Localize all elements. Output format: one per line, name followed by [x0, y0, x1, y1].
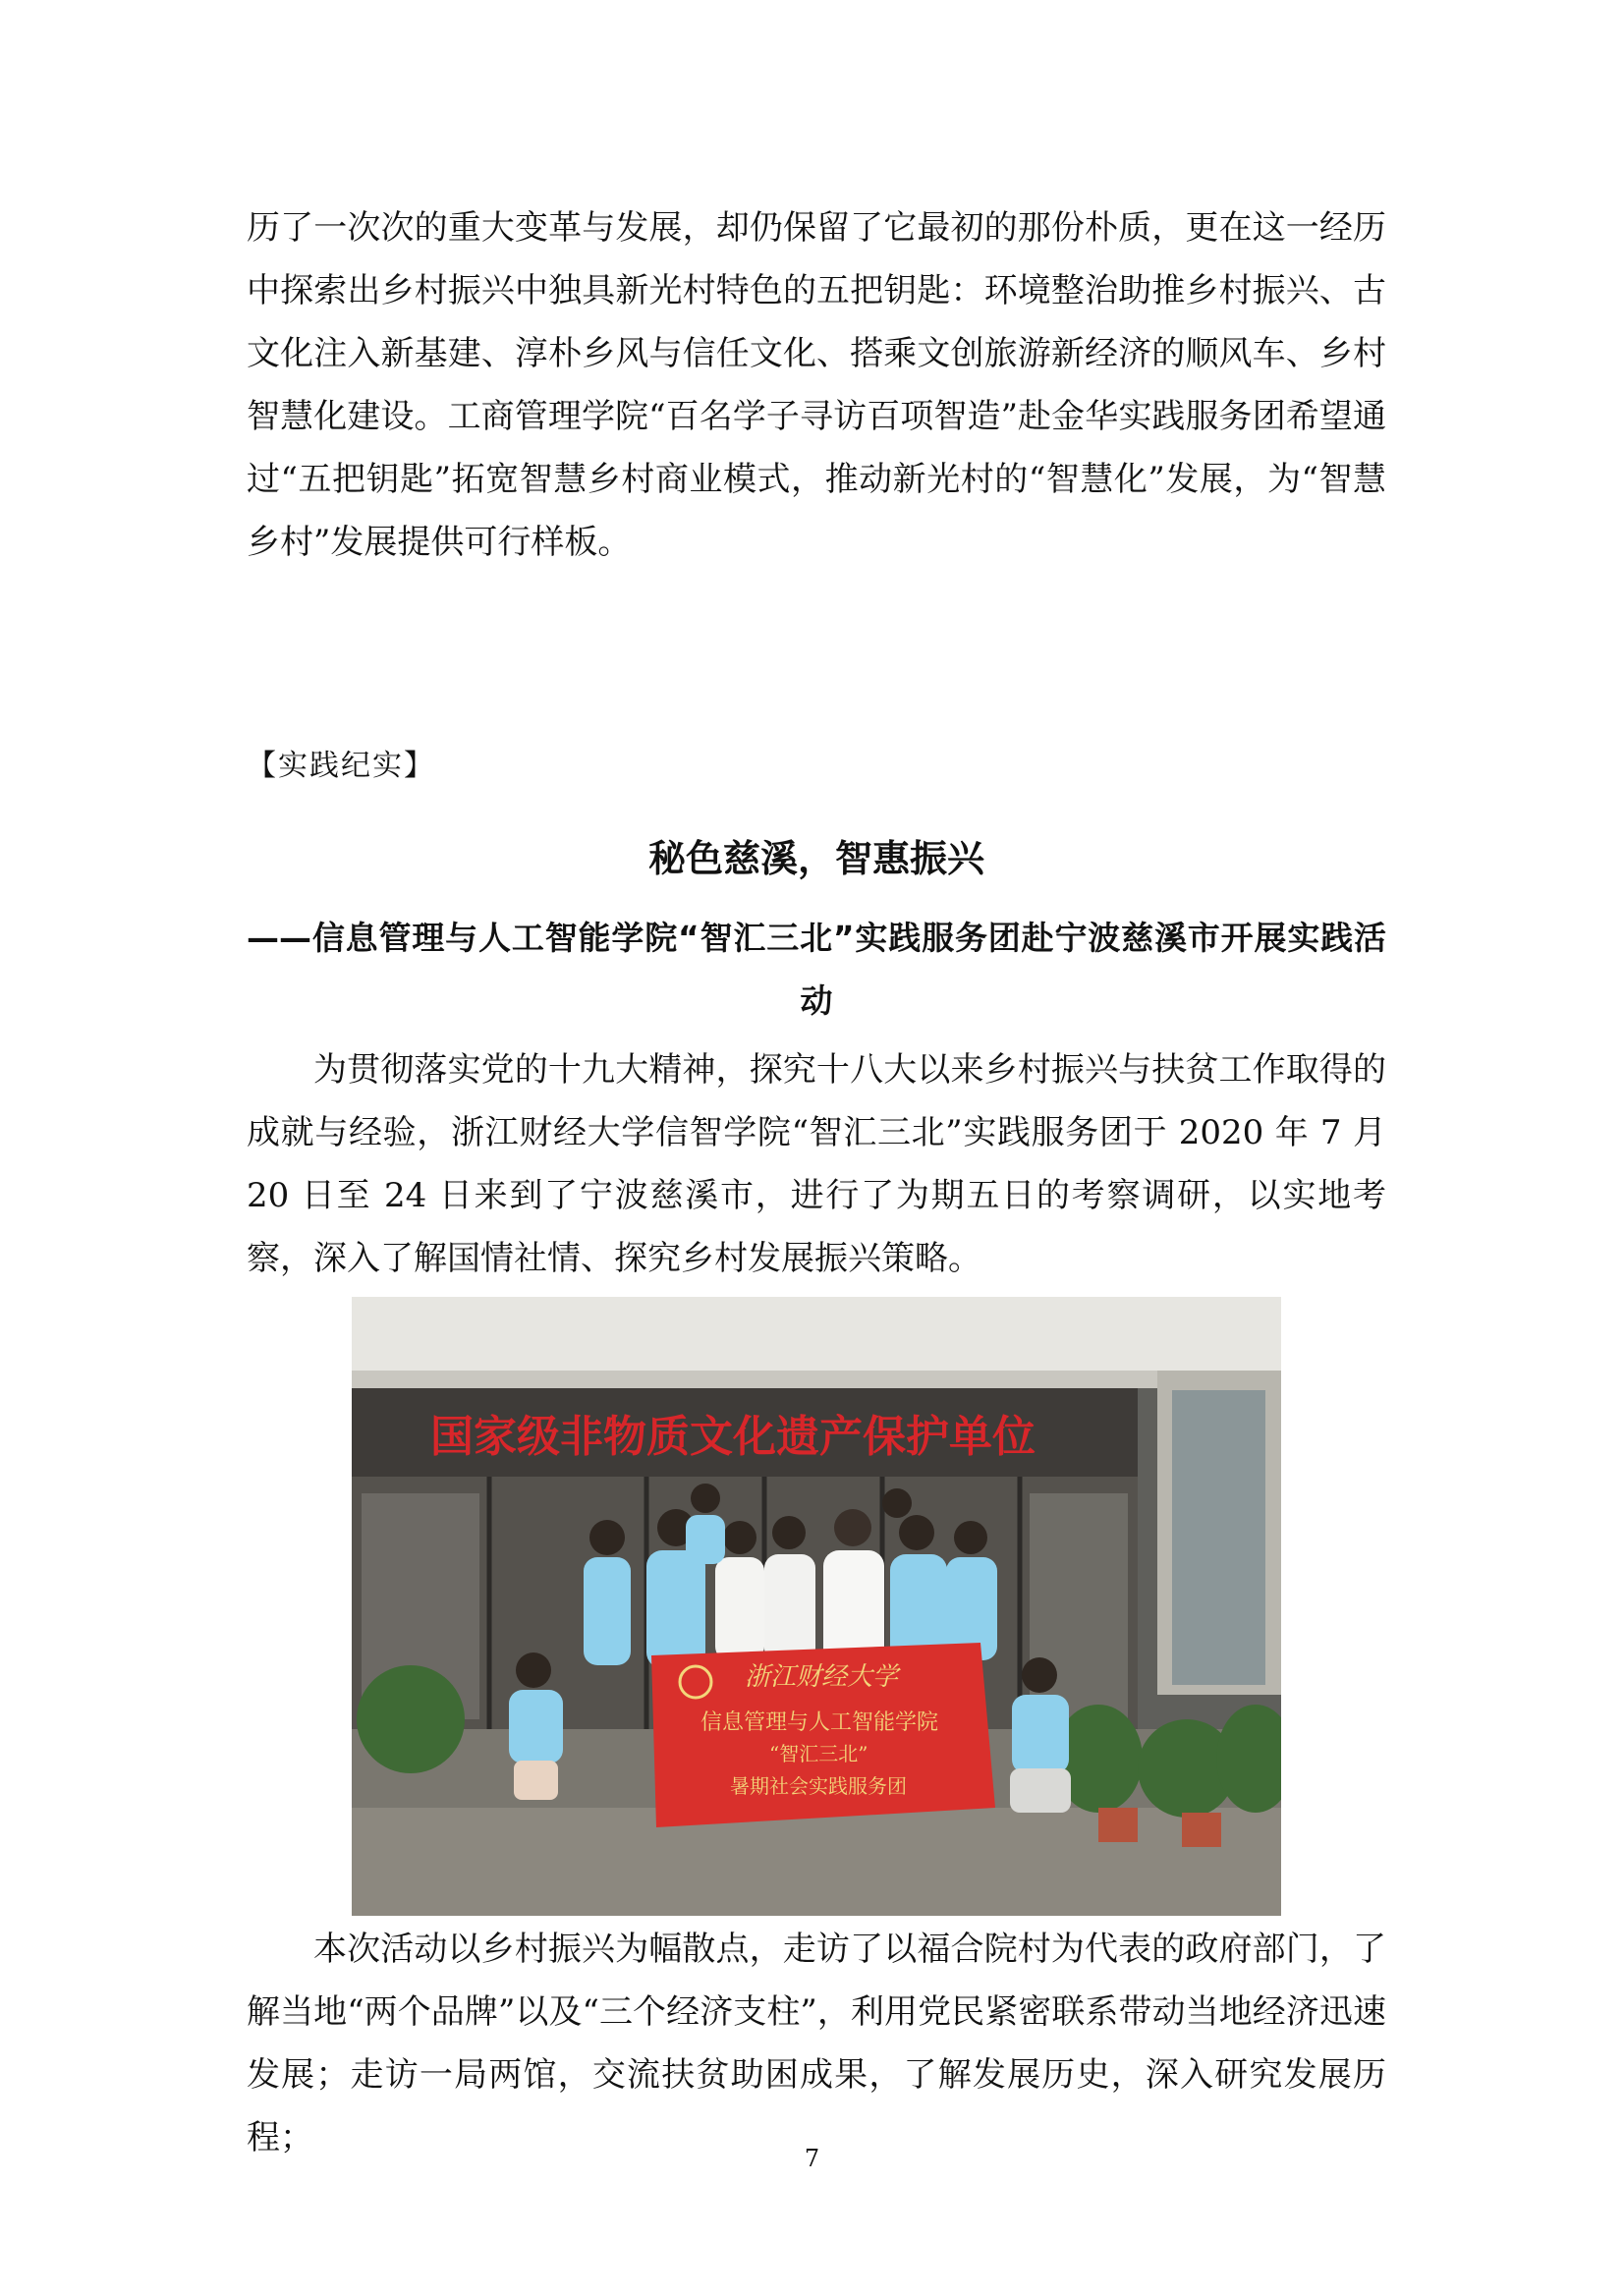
banner-line-3: “智汇三北”: [769, 1742, 868, 1765]
banner-line-2: 信息管理与人工智能学院: [700, 1710, 939, 1735]
article-paragraph-1: 为贯彻落实党的十九大精神，探究十八大以来乡村振兴与扶贫工作取得的成就与经验，浙江财经大学信智学院“智汇三北”实践服务团于 2020 年 7 月 20 日至 24 日来到了宁波慈溪市，进行了为期五日的考察调研，以实地考察，深入了解国情社情、探究乡村发展振兴策略。: [247, 1050, 1386, 1278]
group-photo: [352, 1297, 1281, 1916]
intro-paragraph: 历了一次次的重大变革与发展，却仍保留了它最初的那份朴质，更在这一经历中探索出乡村振兴中独具新光村特色的五把钥匙：环境整治助推乡村振兴、古文化注入新基建、淳朴乡风与信任文化、搭乘文创旅游新经济的顺风车、乡村智慧化建设。工商管理学院“百名学子寻访百项智造”赴金华实践服务团希望通过“五把钥匙”拓宽智慧乡村商业模式，推动新光村的“智慧化”发展，为“智慧乡村”发展提供可行样板。: [247, 208, 1386, 562]
article-paragraph-1-block: [247, 1038, 1386, 1290]
page-number: 7: [804, 2145, 820, 2172]
article-paragraph-2-block: [247, 1918, 1386, 2169]
sign-text: 国家级非物质文化遗产保护单位: [430, 1412, 1036, 1462]
intro-text-block: [247, 196, 1386, 574]
article-title: 秘色慈溪，智惠振兴: [647, 837, 984, 880]
banner-line-1: 浙江财经大学: [745, 1662, 899, 1692]
article-paragraph-2: 本次活动以乡村振兴为幅散点，走访了以福合院村为代表的政府部门，了解当地“两个品牌”以及“三个经济支柱”，利用党民紧密联系带动当地经济迅速发展；走访一局两馆，交流扶贫助困成果，了解发展历史，深入研究发展历程；: [247, 1930, 1386, 2157]
section-tag: 【实践纪实】: [247, 749, 435, 783]
article-subtitle: ——信息管理与人工智能学院“智汇三北”实践服务团赴宁波慈溪市开展实践活动: [247, 919, 1386, 1020]
banner-line-4: 暑期社会实践服务团: [730, 1774, 907, 1798]
